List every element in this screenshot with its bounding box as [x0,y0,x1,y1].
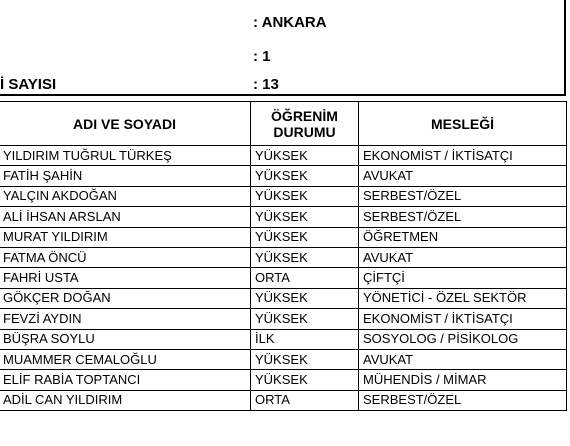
cell-name: MUAMMER CEMALOĞLU [0,349,251,369]
column-header-education [251,102,359,146]
cell-name: YALÇIN AKDOĞAN [0,186,251,206]
cell-profession: MÜHENDİS / MİMAR [359,370,567,390]
cell-profession: AVUKAT [359,349,567,369]
cell-profession: EKONOMİST / İKTİSATÇI [359,309,567,329]
cell-name: FAHRİ USTA [0,268,251,288]
cell-name: FATİH ŞAHİN [0,166,251,186]
cell-profession: SOSYOLOG / PİSİKOLOG [359,329,567,349]
cell-education: YÜKSEK [251,370,359,390]
cell-profession: ÇİFTÇİ [359,268,567,288]
column-header-profession: MESLEĞİ [359,102,567,146]
cell-name: BÜŞRA SOYLU [0,329,251,349]
cell-name: ADİL CAN YILDIRIM [0,390,251,410]
cell-education: YÜKSEK [251,288,359,308]
table-row [0,166,567,186]
table-row [0,207,567,227]
candidate-table [0,101,567,411]
district-number-value: : 1 [253,48,271,65]
table-row [0,288,567,308]
cell-education: YÜKSEK [251,349,359,369]
table-row [0,227,567,247]
table-row [0,309,567,329]
cell-profession: SERBEST/ÖZEL [359,390,567,410]
deputy-count-value: : 13 [253,76,279,93]
cell-education: YÜKSEK [251,227,359,247]
cell-profession: EKONOMİST / İKTİSATÇI [359,146,567,166]
summary-header-box [0,0,566,96]
cell-education: ORTA [251,390,359,410]
cell-education: İLK [251,329,359,349]
cell-name: GÖKÇER DOĞAN [0,288,251,308]
table-row [0,390,567,410]
cell-name: YILDIRIM TUĞRUL TÜRKEŞ [0,146,251,166]
table-header-row [0,102,567,146]
table-row [0,186,567,206]
cell-education: YÜKSEK [251,166,359,186]
column-header-education-line2: DURUMU [273,123,336,140]
cell-name: ELİF RABİA TOPTANCI [0,370,251,390]
cell-profession: SERBEST/ÖZEL [359,186,567,206]
cell-name: MURAT YILDIRIM [0,227,251,247]
province-value: : ANKARA [253,14,327,31]
table-row [0,247,567,267]
deputy-count-label: İ SAYISI [0,76,57,93]
cell-education: YÜKSEK [251,207,359,227]
cell-education: YÜKSEK [251,186,359,206]
cell-education: YÜKSEK [251,309,359,329]
table-row [0,349,567,369]
table-row [0,146,567,166]
cell-name: ALİ İHSAN ARSLAN [0,207,251,227]
cell-name: FATMA ÖNCÜ [0,247,251,267]
cell-profession: ÖĞRETMEN [359,227,567,247]
cell-profession: YÖNETİCİ - ÖZEL SEKTÖR [359,288,567,308]
cell-profession: SERBEST/ÖZEL [359,207,567,227]
table-row [0,268,567,288]
column-header-education-line1: ÖĞRENİM [271,107,338,124]
cell-education: YÜKSEK [251,146,359,166]
cell-name: FEVZİ AYDIN [0,309,251,329]
cell-education: ORTA [251,268,359,288]
cell-profession: AVUKAT [359,166,567,186]
cell-profession: AVUKAT [359,247,567,267]
table-row [0,329,567,349]
column-header-name: ADI VE SOYADI [0,102,251,146]
table-row [0,370,567,390]
cell-education: YÜKSEK [251,247,359,267]
